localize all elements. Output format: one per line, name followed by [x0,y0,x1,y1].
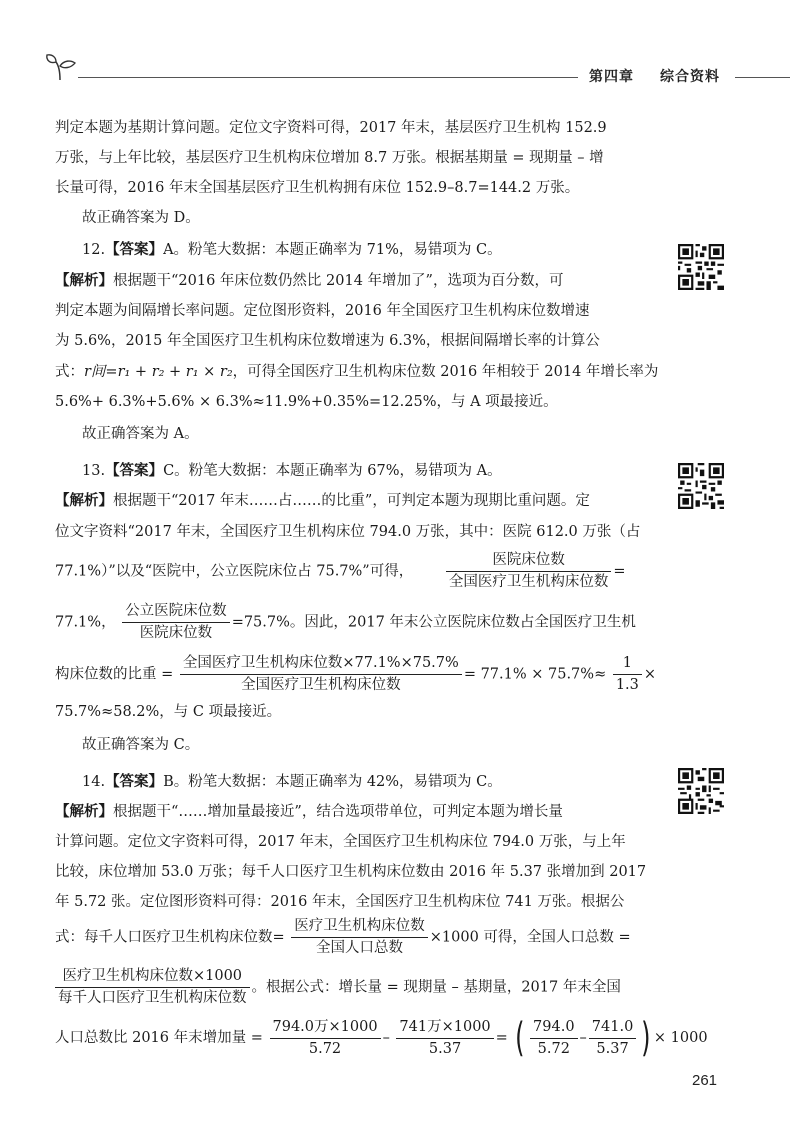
analysis-tag: 【解析】 [55,804,113,820]
text-span: – [382,1030,390,1046]
text-line: 长量可得，2016 年末全国基层医疗卫生机构拥有床位 152.9–8.7=144.2 万张。 [55,180,580,196]
formula-line [55,1015,708,1061]
text-span: = [613,563,626,580]
formula-line [55,655,657,694]
answer-tag: 【答案】 [105,774,164,790]
text-span: 。根据公式：增长量 = 现期量 – 基期量，2017 年末全国 [251,979,621,996]
denominator: 5.37 [596,1040,629,1057]
formula-line [55,552,647,591]
header-chapter: 第四章 [589,69,634,85]
text-line: 计算问题。定位文字资料可得，2017 年末，全国医疗卫生机构床位 794.0 万张，与上年 [55,834,626,850]
question-14-answer [82,772,674,792]
question-number: 13. [82,463,106,479]
qr-code-icon[interactable] [678,768,724,814]
fraction [613,655,642,694]
text-line: 判定本题为基期计算问题。定位文字资料可得，2017 年末，基层医疗卫生机构 152.9 [55,120,607,136]
numerator: 全国医疗卫生机构床位数×77.1%×75.7% [180,655,462,675]
leaf-icon [44,52,78,82]
numerator: 741万×1000 [396,1019,493,1039]
question-14-analysis [55,802,647,822]
denominator: 1.3 [615,677,639,693]
analysis-tag: 【解析】 [55,273,113,289]
fraction [55,968,250,1007]
text-span: 77.1%）”以及“医院中，公立医院床位占 75.7%”可得， [55,563,414,580]
page-number: 261 [692,1072,718,1089]
question-12-analysis [55,271,647,291]
qr-code-icon[interactable] [678,244,724,290]
fraction [270,1019,381,1058]
text-span: = [495,1030,508,1046]
interval-growth-formula: r间=r₁ + r₂ + r₁ × r₂ [84,364,233,380]
header-section: 综合资料 [660,69,720,85]
analysis-text: 根据题干“……增加量最接近”，结合选项带单位，可判定本题为增长量 [113,804,563,820]
text-span: 77.1%， [55,614,116,631]
denominator: 全国医疗卫生机构床位数 [241,677,401,693]
text-span: ×1000 可得，全国人口总数 = [429,929,631,946]
text-span: 人口总数比 2016 年末增加量 = [55,1030,263,1046]
answer-text: B。粉笔大数据：本题正确率为 42%，易错项为 C。 [163,774,502,790]
answer-line: 故正确答案为 A。 [82,426,199,442]
fraction [396,1019,493,1058]
left-paren: ( [515,1015,525,1061]
formula-line [55,918,647,957]
fraction [180,655,462,694]
text-line: 判定本题为间隔增长率问题。定位图形资料，2016 年全国医疗卫生机构床位数增速 [55,303,590,319]
denominator: 医院床位数 [139,625,213,641]
numerator: 1 [613,655,642,675]
text-span: 构床位数的比重 = [55,666,174,683]
text-span: 式： [55,364,84,380]
text-span: ，可得全国医疗卫生机构床位数 2016 年相较于 2014 年增长率为 [232,364,659,380]
question-13-analysis [55,491,647,511]
numerator: 医疗卫生机构床位数 [291,918,428,938]
answer-line: 故正确答案为 D。 [82,210,200,226]
analysis-tag: 【解析】 [55,493,113,509]
text-span: = 77.1% × 75.7%≈ [463,666,607,683]
fraction [530,1019,578,1058]
fraction [446,552,612,591]
answer-text: A。粉笔大数据：本题正确率为 71%，易错项为 C。 [163,242,502,258]
question-12-answer [82,240,674,260]
text-span: – [579,1030,587,1046]
numerator: 794.0 [530,1019,578,1039]
text-span: =75.7%。因此，2017 年末公立医院床位数占全国医疗卫生机 [231,614,636,631]
numerator: 医疗卫生机构床位数×1000 [55,968,250,988]
denominator: 5.72 [308,1040,342,1057]
denominator: 5.72 [537,1040,570,1057]
formula-line [55,362,659,382]
text-line: 年 5.72 张。定位图形资料可得：2016 年末，全国医疗卫生机构床位 741 万张。根据公 [55,894,625,910]
analysis-text: 根据题干“2016 年床位数仍然比 2014 年增加了”，选项为百分数，可 [113,273,564,289]
analysis-text: 根据题干“2017 年末……占……的比重”，可判定本题为现期比重问题。定 [113,493,590,509]
fraction [291,918,428,957]
numerator: 794.0万×1000 [270,1019,381,1039]
numerator: 公立医院床位数 [122,603,230,623]
page-header [0,0,800,90]
numerator: 741.0 [589,1019,637,1039]
text-span: × [643,666,657,683]
header-rule-right [735,77,790,78]
denominator: 5.37 [428,1040,462,1057]
fraction [589,1019,637,1058]
denominator: 全国人口总数 [316,940,404,956]
text-line: 位文字资料“2017 年末，全国医疗卫生机构床位 794.0 万张，其中：医院 612.0 万张（占 [55,524,641,540]
answer-tag: 【答案】 [105,242,164,258]
denominator: 每千人口医疗卫生机构床位数 [58,990,247,1006]
question-number: 12. [82,242,106,258]
answer-text: C。粉笔大数据：本题正确率为 67%，易错项为 A。 [163,463,502,479]
header-rule-left [78,77,578,78]
formula-line [55,603,647,642]
text-line: 75.7%≈58.2%，与 C 项最接近。 [55,704,282,720]
text-line: 万张，与上年比较，基层医疗卫生机构床位增加 8.7 万张。根据基期量 = 现期量 – 增 [55,150,604,166]
right-paren: ) [641,1015,651,1061]
text-line: 比较，床位增加 53.0 万张；每千人口医疗卫生机构床位数由 2016 年 5.37 张增加到 2017 [55,864,647,880]
question-13-answer [82,461,674,481]
text-span: × 1000 [653,1030,708,1046]
answer-tag: 【答案】 [105,463,164,479]
denominator: 全国医疗卫生机构床位数 [448,574,609,590]
formula-line [55,968,647,1007]
answer-line: 故正确答案为 C。 [82,737,200,753]
fraction [122,603,230,642]
text-line: 5.6%+ 6.3%+5.6% × 6.3%≈11.9%+0.35%=12.25%，与 A 项最接近。 [55,394,558,410]
text-span: 式：每千人口医疗卫生机构床位数= [55,929,285,946]
qr-code-icon[interactable] [678,463,724,509]
numerator: 医院床位数 [446,552,612,572]
text-line: 为 5.6%，2015 年全国医疗卫生机构床位数增速为 6.3%，根据间隔增长率的计算公 [55,333,600,349]
question-number: 14. [82,774,106,790]
